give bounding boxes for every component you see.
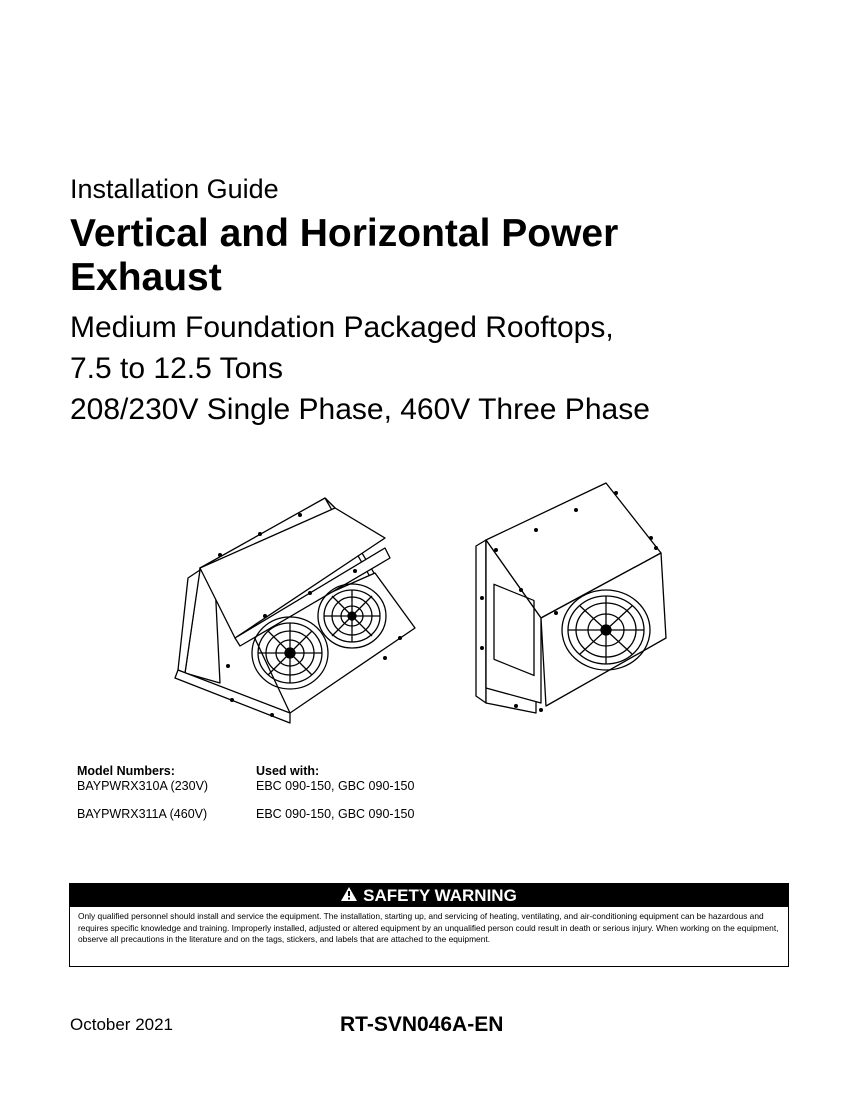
document-code: RT-SVN046A-EN [340,1013,504,1036]
model-number: BAYPWRX310A (230V) [77,779,209,793]
fan-icon [318,584,386,648]
safety-warning-heading: SAFETY WARNING [363,885,517,905]
model-row [77,807,414,822]
doc-type: Installation Guide [70,174,279,204]
subtitle-line: 7.5 to 12.5 Tons [70,352,283,385]
warning-triangle-icon [341,886,357,906]
publication-date: October 2021 [70,1015,174,1034]
horizontal-power-exhaust-illustration [466,478,696,718]
model-row [77,779,414,794]
subtitle-line: 208/230V Single Phase, 460V Three Phase [70,393,650,426]
used-with-header: Used with: [256,764,320,778]
model-number: BAYPWRX311A (460V) [77,807,208,821]
fan-icon [252,617,328,689]
model-numbers-header: Model Numbers: [77,764,175,778]
fan-icon [562,590,650,670]
safety-warning-box [69,883,789,967]
used-with: EBC 090-150, GBC 090-150 [256,807,415,821]
page-title: Vertical and Horizontal Power Exhaust [70,212,619,299]
safety-warning-text: Only qualified personnel should install and service the equipment. The installation, starting up, and servicing of heating, ventilating, and air-conditioning equipment can be hazardous and requires specific knowledge and training. Improperly installed, adjusted or altered equipment by an unqualified person could result in death or serious injury. When working on the equipment, observe all precautions in the literature and on the tags, stickers, and labels that are attached to the equipment. [78,911,779,944]
subtitle-line: Medium Foundation Packaged Rooftops, [70,311,614,344]
subtitle [70,307,650,430]
safety-warning-header [70,884,788,907]
used-with: EBC 090-150, GBC 090-150 [256,779,415,793]
model-numbers-table [77,764,414,822]
vertical-power-exhaust-illustration [160,478,430,728]
